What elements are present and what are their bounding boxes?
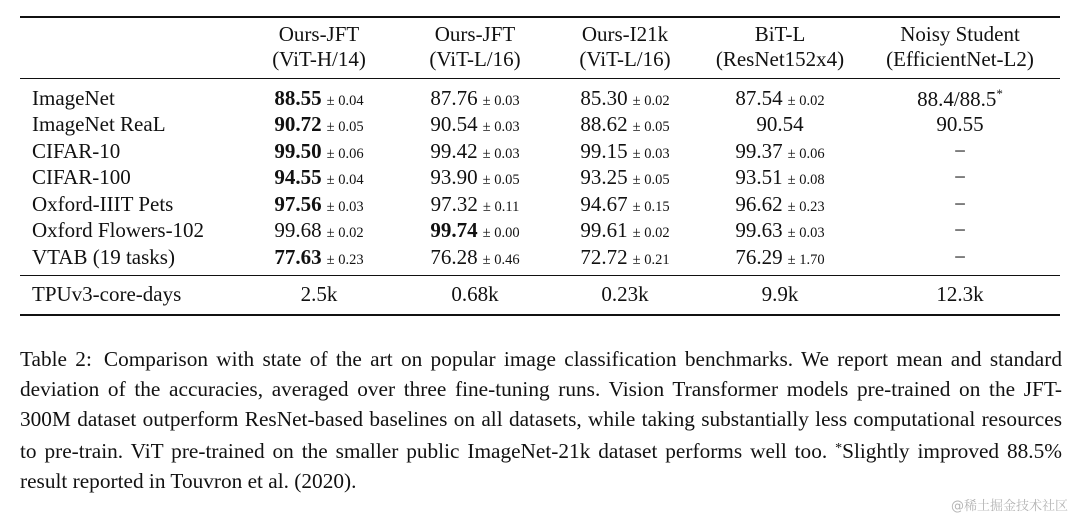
best-value: 99.74 — [430, 218, 478, 243]
table-cell — [700, 218, 860, 245]
table-cell — [700, 79, 860, 112]
cell-value: − — [954, 218, 966, 243]
std-dev: ± 0.06 — [326, 145, 364, 162]
cell-value: 93.25 — [580, 165, 628, 190]
cell-value: 87.76 — [430, 85, 478, 110]
cell-value: 96.62 — [735, 191, 783, 216]
std-dev: ± 0.02 — [632, 225, 670, 242]
std-dev: ± 0.03 — [482, 145, 520, 162]
table-row — [20, 218, 1060, 245]
best-value: 94.55 — [274, 165, 322, 190]
table-caption — [20, 344, 1062, 496]
column-header-line1: Ours-I21k — [581, 22, 669, 46]
table-cell — [860, 112, 1060, 139]
std-dev: ± 0.15 — [632, 198, 670, 215]
table-row — [20, 79, 1060, 112]
std-dev: ± 0.04 — [326, 172, 364, 189]
cell-value: 93.90 — [430, 165, 478, 190]
best-value: 90.72 — [274, 112, 322, 137]
table-cell — [238, 191, 400, 218]
column-header-line2: (ViT-L/16) — [579, 47, 671, 71]
best-value: 99.50 — [274, 138, 322, 163]
std-dev: ± 0.23 — [787, 198, 825, 215]
table-cell — [238, 138, 400, 165]
std-dev: ± 0.21 — [632, 251, 670, 268]
caption-note: Slightly improved 88.5% result reported in Touvron et al. (2020). — [20, 439, 1062, 493]
table-cell — [860, 138, 1060, 165]
table-cell — [700, 244, 860, 275]
cost-cell: 0.23k — [601, 282, 649, 306]
cell-value: 99.37 — [735, 138, 783, 163]
row-label: Oxford Flowers-102 — [32, 218, 205, 243]
std-dev: ± 0.03 — [787, 225, 825, 242]
std-dev: ± 0.05 — [632, 119, 670, 136]
header-row — [20, 17, 1060, 79]
table-cell — [700, 112, 860, 139]
table-cell — [550, 165, 700, 192]
table-cell — [550, 138, 700, 165]
cost-cell: 9.9k — [761, 282, 799, 306]
caption-text: Comparison with state of the art on popular image classification benchmarks. We report mean and standard deviation of the accuracies, averaged over three fine-tuning runs. Vision Transformer models pre-trained on the JFT-300M dataset outperform ResNet-based baselines on all datasets, while taking substantially less computational resources to pre-train. ViT pre-trained on the smaller public ImageNet-21k dataset performs well too. — [20, 347, 1062, 463]
std-dev: ± 0.05 — [482, 172, 520, 189]
cost-cell: 0.68k — [451, 282, 499, 306]
table-cell — [550, 218, 700, 245]
column-header — [700, 17, 860, 79]
cell-value: 99.61 — [580, 218, 628, 243]
table-cell — [238, 218, 400, 245]
table-row — [20, 165, 1060, 192]
column-header-line1: Ours-JFT — [278, 22, 360, 46]
cost-cell: 12.3k — [936, 282, 984, 306]
std-dev: ± 0.46 — [482, 251, 520, 268]
table-row — [20, 112, 1060, 139]
best-value: 97.56 — [274, 191, 322, 216]
cell-value: 90.55 — [936, 112, 984, 137]
best-value: 88.55 — [274, 85, 322, 110]
cell-value: 85.30 — [580, 85, 628, 110]
column-header — [860, 17, 1060, 79]
cell-value: − — [954, 244, 966, 269]
cell-value: 76.28 — [430, 244, 478, 269]
table-cell — [400, 218, 550, 245]
caption-note-mark: * — [835, 441, 843, 456]
table-cell — [238, 244, 400, 275]
table-cell — [400, 138, 550, 165]
std-dev: ± 0.04 — [326, 92, 364, 109]
cell-value: − — [954, 138, 966, 163]
best-value: 77.63 — [274, 244, 322, 269]
table-cell — [860, 165, 1060, 192]
column-header-line1: BiT-L — [754, 22, 806, 46]
table-cell — [550, 244, 700, 275]
std-dev: ± 0.06 — [787, 145, 825, 162]
cell-value: − — [954, 165, 966, 190]
table-cell — [860, 191, 1060, 218]
std-dev: ± 0.02 — [787, 92, 825, 109]
std-dev: ± 1.70 — [787, 251, 825, 268]
table-cell — [860, 79, 1060, 112]
table-cell — [400, 191, 550, 218]
std-dev: ± 0.23 — [326, 251, 364, 268]
std-dev: ± 0.02 — [632, 92, 670, 109]
results-table — [20, 16, 1060, 316]
cell-value: 87.54 — [735, 85, 783, 110]
column-header-line1: Ours-JFT — [434, 22, 516, 46]
row-label: Oxford-IIIT Pets — [32, 191, 174, 216]
footnote-marker: * — [996, 85, 1003, 101]
std-dev: ± 0.03 — [482, 119, 520, 136]
std-dev: ± 0.11 — [482, 198, 520, 215]
cell-value: 99.15 — [580, 138, 628, 163]
table-cell — [550, 191, 700, 218]
cell-value: 94.67 — [580, 191, 628, 216]
table-row — [20, 191, 1060, 218]
column-header-line2: (ResNet152x4) — [715, 47, 845, 71]
cell-value: 99.63 — [735, 218, 783, 243]
column-header-line2: (ViT-H/14) — [272, 47, 366, 71]
table-cell — [400, 244, 550, 275]
column-header — [400, 17, 550, 79]
cell-value: 99.42 — [430, 138, 478, 163]
row-label: CIFAR-10 — [32, 138, 121, 163]
table-cell — [400, 112, 550, 139]
table-cell — [400, 79, 550, 112]
cell-value: 97.32 — [430, 191, 478, 216]
row-label: CIFAR-100 — [32, 165, 131, 190]
std-dev: ± 0.05 — [632, 172, 670, 189]
column-header-line1: Noisy Student — [900, 22, 1020, 46]
table-cell — [700, 191, 860, 218]
caption-label: Table 2: — [20, 347, 92, 371]
cost-cell: 2.5k — [300, 282, 338, 306]
cell-value: 99.68 — [274, 218, 322, 243]
table-cell — [400, 165, 550, 192]
results-table-container — [20, 16, 1060, 316]
row-label: ImageNet — [32, 85, 115, 110]
cell-value: 90.54 — [430, 112, 478, 137]
cell-value: 88.4/88.5 — [917, 86, 997, 111]
std-dev: ± 0.03 — [482, 92, 520, 109]
std-dev: ± 0.03 — [326, 198, 364, 215]
table-cell — [700, 138, 860, 165]
table-row — [20, 244, 1060, 275]
column-header — [550, 17, 700, 79]
table-row — [20, 138, 1060, 165]
row-label: ImageNet ReaL — [32, 112, 166, 137]
row-label: TPUv3-core-days — [32, 282, 182, 306]
std-dev: ± 0.05 — [326, 119, 364, 136]
table-cell — [238, 112, 400, 139]
table-cell — [860, 218, 1060, 245]
std-dev: ± 0.00 — [482, 225, 520, 242]
table-cell — [238, 79, 400, 112]
cell-value: − — [954, 191, 966, 216]
watermark: @稀土掘金技术社区 — [950, 499, 1068, 514]
std-dev: ± 0.02 — [326, 225, 364, 242]
cost-row — [20, 275, 1060, 315]
std-dev: ± 0.08 — [787, 172, 825, 189]
cell-value: 90.54 — [756, 112, 804, 137]
table-cell — [550, 79, 700, 112]
table-cell — [238, 165, 400, 192]
cell-value: 76.29 — [735, 244, 783, 269]
column-header-line2: (EfficientNet-L2) — [886, 47, 1034, 71]
row-label: VTAB (19 tasks) — [32, 244, 175, 269]
cell-value: 93.51 — [735, 165, 783, 190]
column-header — [238, 17, 400, 79]
cell-value: 72.72 — [580, 244, 628, 269]
table-cell — [700, 165, 860, 192]
header-corner — [20, 17, 238, 79]
table-cell — [860, 244, 1060, 275]
column-header-line2: (ViT-L/16) — [429, 47, 521, 71]
cell-value: 88.62 — [580, 112, 628, 137]
std-dev: ± 0.03 — [632, 145, 670, 162]
table-cell — [550, 112, 700, 139]
